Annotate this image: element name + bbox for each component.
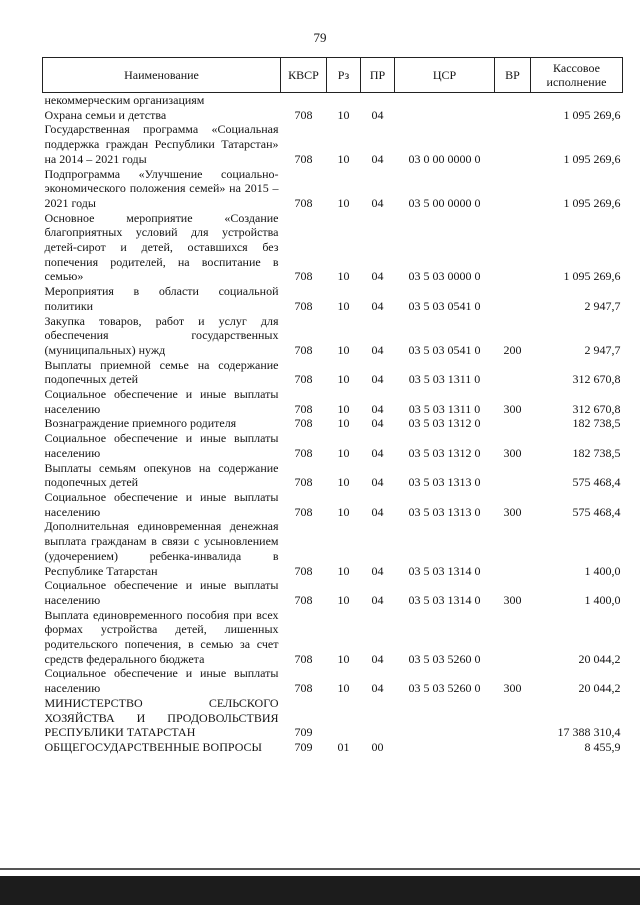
cell-sum: 20 044,2 <box>578 681 621 696</box>
cell-csr <box>395 740 495 755</box>
cell-csr: 03 5 03 1312 0 <box>408 445 481 460</box>
cell-rz: 10 <box>337 342 350 357</box>
cell-name: Выплата единовременного пособия при всех формах устройства детей, лишенных родительского попечения, в семью за счет средств федерального бюджета <box>44 607 279 666</box>
cell-csr: 03 5 03 0541 0 <box>408 342 481 357</box>
cell-rz: 10 <box>337 195 350 210</box>
table-row <box>43 519 623 578</box>
cell-rz: 10 <box>337 681 350 696</box>
cell-pr: 04 <box>371 372 384 387</box>
table-row <box>43 93 623 108</box>
cell-vr <box>495 416 531 431</box>
cell-pr: 04 <box>371 416 384 431</box>
scan-bottom-border <box>0 876 640 905</box>
cell-vr <box>495 284 531 313</box>
cell-csr: 03 5 03 1311 0 <box>408 401 481 416</box>
cell-pr: 04 <box>371 563 384 578</box>
cell-vr: 300 <box>503 592 522 607</box>
cell-pr: 04 <box>371 269 384 284</box>
cell-name: ОБЩЕГОСУДАРСТВЕННЫЕ ВОПРОСЫ <box>44 739 262 754</box>
cell-pr: 04 <box>371 504 384 519</box>
cell-vr <box>495 122 531 166</box>
cell-csr: 03 5 03 0000 0 <box>408 269 481 284</box>
cell-name: Дополнительная единовременная денежная выплата гражданам в связи с усыновлением (удочерением) ребенка-инвалида в Республике Татарстан <box>44 519 279 578</box>
cell-sum: 17 388 310,4 <box>557 725 621 740</box>
cell-sum: 2 947,7 <box>584 342 621 357</box>
budget-table <box>42 57 623 755</box>
cell-vr <box>495 167 531 211</box>
cell-csr: 03 5 03 1313 0 <box>408 504 481 519</box>
cell-csr: 03 5 03 0541 0 <box>408 298 481 313</box>
cell-sum: 182 738,5 <box>572 445 621 460</box>
cell-vr <box>495 461 531 490</box>
cell-rz: 01 <box>337 739 350 754</box>
cell-sum: 1 095 269,6 <box>563 151 621 166</box>
cell-name: Вознаграждение приемного родителя <box>44 416 237 431</box>
cell-csr: 03 5 03 1314 0 <box>408 563 481 578</box>
header-name: Наименование <box>43 58 281 93</box>
header-kvsr: КВСР <box>281 58 327 93</box>
cell-sum: 312 670,8 <box>572 372 621 387</box>
cell-csr: 03 5 03 1311 0 <box>408 372 481 387</box>
cell-vr: 300 <box>503 445 522 460</box>
table-row <box>43 211 623 285</box>
table-row <box>43 490 623 519</box>
cell-name: Выплаты приемной семье на содержание подопечных детей <box>44 357 279 387</box>
cell-pr: 04 <box>371 592 384 607</box>
cell-rz: 10 <box>337 269 350 284</box>
cell-kvsr: 708 <box>294 563 313 578</box>
cell-sum: 575 468,4 <box>572 504 621 519</box>
cell-sum: 575 468,4 <box>572 475 621 490</box>
cell-rz: 10 <box>337 151 350 166</box>
cell-name: Социальное обеспечение и иные выплаты населению <box>44 489 279 519</box>
cell-vr <box>495 108 531 123</box>
cell-pr: 04 <box>371 475 384 490</box>
cell-sum <box>531 93 623 108</box>
cell-rz: 10 <box>337 563 350 578</box>
cell-pr: 04 <box>371 342 384 357</box>
cell-kvsr: 708 <box>294 592 313 607</box>
header-vr: ВР <box>495 58 531 93</box>
cell-kvsr: 709 <box>294 725 313 740</box>
table-row <box>43 416 623 431</box>
cell-name: некоммерческим организациям <box>44 93 205 107</box>
cell-kvsr: 708 <box>294 504 313 519</box>
cell-vr: 200 <box>503 342 522 357</box>
cell-rz <box>327 93 361 108</box>
cell-pr: 04 <box>371 651 384 666</box>
cell-sum: 1 400,0 <box>584 592 621 607</box>
cell-csr <box>395 696 495 740</box>
table-body <box>43 93 623 755</box>
cell-kvsr: 708 <box>294 107 313 122</box>
cell-vr <box>495 358 531 387</box>
cell-csr: 03 0 00 0000 0 <box>408 151 481 166</box>
cell-vr: 300 <box>503 401 522 416</box>
cell-sum: 20 044,2 <box>578 651 621 666</box>
cell-kvsr <box>281 93 327 108</box>
table-row <box>43 461 623 490</box>
header-pr: ПР <box>361 58 395 93</box>
table-row <box>43 358 623 387</box>
cell-pr: 00 <box>371 739 384 754</box>
cell-name: Охрана семьи и детства <box>44 107 167 122</box>
cell-rz: 10 <box>337 504 350 519</box>
cell-kvsr: 708 <box>294 416 313 431</box>
cell-name: МИНИСТЕРСТВО СЕЛЬСКОГО ХОЗЯЙСТВА И ПРОДОВОЛЬСТВИЯ РЕСПУБЛИКИ ТАТАРСТАН <box>44 695 279 740</box>
cell-rz: 10 <box>337 401 350 416</box>
scan-edge-line <box>0 868 640 870</box>
cell-vr <box>495 519 531 578</box>
cell-pr: 04 <box>371 195 384 210</box>
table-row <box>43 284 623 313</box>
cell-kvsr: 708 <box>294 195 313 210</box>
cell-vr: 300 <box>503 681 522 696</box>
header-csr: ЦСР <box>395 58 495 93</box>
cell-csr: 03 5 00 0000 0 <box>408 195 481 210</box>
table-row <box>43 108 623 123</box>
table-row <box>43 122 623 166</box>
cell-name: Выплаты семьям опекунов на содержание подопечных детей <box>44 460 279 490</box>
cell-name: Социальное обеспечение и иные выплаты населению <box>44 431 279 460</box>
cell-kvsr: 708 <box>294 372 313 387</box>
cell-kvsr: 708 <box>294 269 313 284</box>
page-number: 79 <box>313 30 327 45</box>
table-row <box>43 167 623 211</box>
cell-csr: 03 5 03 1313 0 <box>408 475 481 490</box>
table-row <box>43 578 623 607</box>
cell-kvsr: 708 <box>294 651 313 666</box>
cell-vr <box>495 211 531 285</box>
cell-pr: 04 <box>371 401 384 416</box>
cell-rz: 10 <box>337 416 350 431</box>
cell-name: Государственная программа «Социальная поддержка граждан Республики Татарстан» на 2014 – 2021 годы <box>44 122 279 166</box>
cell-kvsr: 708 <box>294 401 313 416</box>
cell-vr: 300 <box>503 504 522 519</box>
cell-pr: 04 <box>371 107 384 122</box>
table-row <box>43 314 623 358</box>
cell-csr: 03 5 03 1312 0 <box>408 416 481 431</box>
cell-kvsr: 708 <box>294 151 313 166</box>
cell-vr <box>495 696 531 740</box>
cell-vr <box>495 608 531 667</box>
cell-pr: 04 <box>371 151 384 166</box>
cell-rz: 10 <box>337 107 350 122</box>
header-sum: Кассовое исполнение <box>531 58 623 93</box>
cell-pr <box>361 696 395 740</box>
cell-sum: 312 670,8 <box>572 401 621 416</box>
cell-csr <box>395 108 495 123</box>
cell-rz: 10 <box>337 475 350 490</box>
cell-rz: 10 <box>337 445 350 460</box>
cell-csr: 03 5 03 5260 0 <box>408 651 481 666</box>
cell-csr <box>395 93 495 108</box>
cell-csr: 03 5 03 5260 0 <box>408 681 481 696</box>
cell-sum: 1 095 269,6 <box>563 195 621 210</box>
cell-kvsr: 708 <box>294 298 313 313</box>
cell-rz: 10 <box>337 651 350 666</box>
table-row <box>43 431 623 460</box>
cell-sum: 182 738,5 <box>572 416 621 431</box>
cell-pr: 04 <box>371 681 384 696</box>
cell-pr: 04 <box>371 298 384 313</box>
cell-kvsr: 708 <box>294 445 313 460</box>
cell-rz <box>327 696 361 740</box>
cell-rz: 10 <box>337 298 350 313</box>
table-row <box>43 666 623 695</box>
table-header <box>43 58 623 93</box>
cell-sum: 1 095 269,6 <box>563 269 621 284</box>
cell-kvsr: 708 <box>294 475 313 490</box>
cell-kvsr: 708 <box>294 342 313 357</box>
cell-pr <box>361 93 395 108</box>
cell-csr: 03 5 03 1314 0 <box>408 592 481 607</box>
table-row <box>43 740 623 755</box>
table-row <box>43 608 623 667</box>
cell-name: Социальное обеспечение и иные выплаты населению <box>44 578 279 607</box>
cell-rz: 10 <box>337 372 350 387</box>
cell-pr: 04 <box>371 445 384 460</box>
cell-name: Социальное обеспечение и иные выплаты населению <box>44 387 279 416</box>
cell-name: Социальное обеспечение и иные выплаты населению <box>44 666 279 696</box>
table-row <box>43 387 623 416</box>
cell-kvsr: 708 <box>294 681 313 696</box>
cell-vr <box>495 93 531 108</box>
cell-sum: 8 455,9 <box>584 739 621 754</box>
cell-sum: 2 947,7 <box>584 298 621 313</box>
cell-sum: 1 095 269,6 <box>563 107 621 122</box>
cell-name: Основное мероприятие «Создание благоприятных условий для устройства детей-сирот и детей, оставшихся без попечения родителей, на воспитание в семью» <box>44 210 279 284</box>
cell-vr <box>495 740 531 755</box>
cell-name: Закупка товаров, работ и услуг для обеспечения государственных (муниципальных) нужд <box>44 313 279 357</box>
header-rz: Рз <box>327 58 361 93</box>
cell-kvsr: 709 <box>294 739 313 754</box>
cell-rz: 10 <box>337 592 350 607</box>
cell-sum: 1 400,0 <box>584 563 621 578</box>
table-row <box>43 696 623 740</box>
cell-name: Подпрограмма «Улучшение социально-экономического положения семей» на 2015 – 2021 годы <box>44 166 279 210</box>
cell-name: Мероприятия в области социальной политики <box>44 284 279 313</box>
